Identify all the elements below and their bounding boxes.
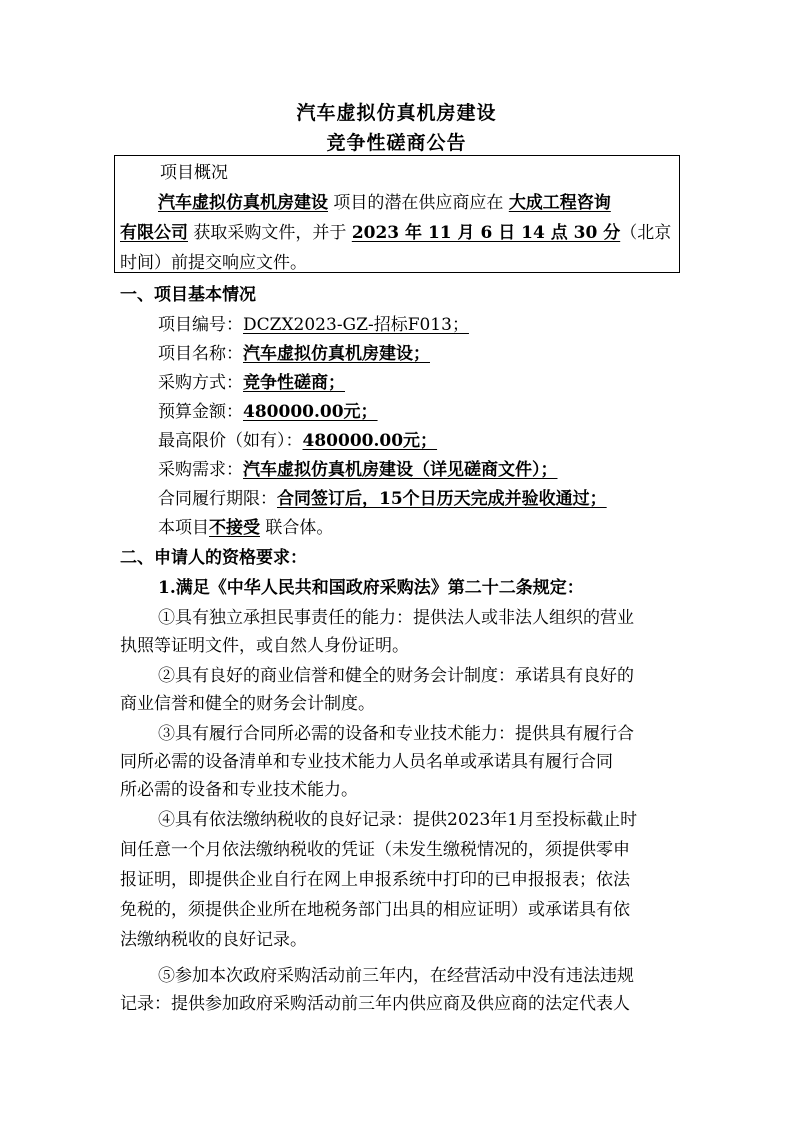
overview-line3: 时间）前提交响应文件。 [120,253,307,273]
req4-line1: ④具有依法缴纳税收的良好记录：提供2023年1月至投标截止时 [158,810,638,830]
req2-line2: 商业信誉和健全的财务会计制度。 [120,694,375,714]
req4-line5: 法缴纳税收的良好记录。 [120,930,307,950]
max-price-label: 最高限价（如有）： [158,431,303,451]
demand-label: 采购需求： [158,460,243,480]
overview-deadline: 2023 年 11 月 6 日 14 点 30 分 [351,223,621,243]
req4-line3: 报证明，即提供企业自行在网上申报系统中打印的已申报报表；依法 [120,870,630,890]
req2-line1: ②具有良好的商业信誉和健全的财务会计制度：承诺具有良好的 [158,666,634,686]
qualification-item1: 1.满足《中华人民共和国政府采购法》第二十二条规定： [158,578,584,598]
project-name-row [158,342,430,366]
overview-text1: 项目的潜在供应商应在 [328,193,509,213]
req5-line2: 记录：提供参加政府采购活动前三年内供应商及供应商的法定代表人 [120,994,630,1014]
max-price-row [158,429,437,453]
consortium-suffix: 联合体。 [260,518,334,538]
overview-project-name: 汽车虚拟仿真机房建设 [158,193,328,213]
section2-heading: 二、申请人的资格要求： [120,548,307,568]
consortium-row [158,516,333,540]
req3-line2: 同所必需的设备清单和专业技术能力人员名单或承诺具有履行合同 [120,752,613,772]
project-number-value: DCZX2023-GZ-招标F013； [243,315,469,335]
budget-row [158,400,378,424]
demand-row [158,458,558,482]
page-title-line2: 竞争性磋商公告 [326,132,467,154]
procurement-method-value: 竞争性磋商； [243,373,345,393]
req3-line1: ③具有履行合同所必需的设备和专业技术能力：提供具有履行合 [158,724,634,744]
contract-period-value: 合同签订后，15个日历天完成并验收通过； [277,489,607,509]
contract-period-row [158,487,607,511]
project-name-label: 项目名称： [158,344,243,364]
budget-label: 预算金额： [158,402,243,422]
procurement-method-row [158,371,345,395]
contract-period-label: 合同履行期限： [158,489,277,509]
overview-line2 [120,221,671,245]
overview-heading: 项目概况 [160,163,228,183]
overview-agency-part1: 大成工程咨询 [508,193,611,213]
page-title-line1: 汽车虚拟仿真机房建设 [296,102,497,124]
overview-line1 [158,191,611,215]
budget-value: 480000.00元； [243,402,378,422]
req1-line1: ①具有独立承担民事责任的能力：提供法人或非法人组织的营业 [158,608,634,628]
overview-text3: （北京 [620,223,672,243]
project-number-row [158,313,469,337]
demand-value: 汽车虚拟仿真机房建设（详见磋商文件）； [243,460,558,480]
project-name-value: 汽车虚拟仿真机房建设； [243,344,430,364]
consortium-value: 不接受 [209,518,260,538]
req4-line4: 免税的，须提供企业所在地税务部门出具的相应证明）或承诺具有依 [120,900,630,920]
max-price-value: 480000.00元； [302,431,438,451]
req3-line3: 所必需的设备和专业技术能力。 [120,780,358,800]
req5-line1: ⑤参加本次政府采购活动前三年内，在经营活动中没有违法违规 [158,966,634,986]
consortium-prefix: 本项目 [158,518,209,538]
procurement-method-label: 采购方式： [158,373,243,393]
overview-agency-part2: 有限公司 [120,223,188,243]
section1-heading: 一、项目基本情况 [120,285,256,305]
project-number-label: 项目编号： [158,315,243,335]
req4-line2: 间任意一个月依法缴纳税收的凭证（未发生缴税情况的，须提供零申 [120,840,630,860]
req1-line2: 执照等证明文件，或自然人身份证明。 [120,636,409,656]
overview-text2: 获取采购文件，并于 [188,223,352,243]
